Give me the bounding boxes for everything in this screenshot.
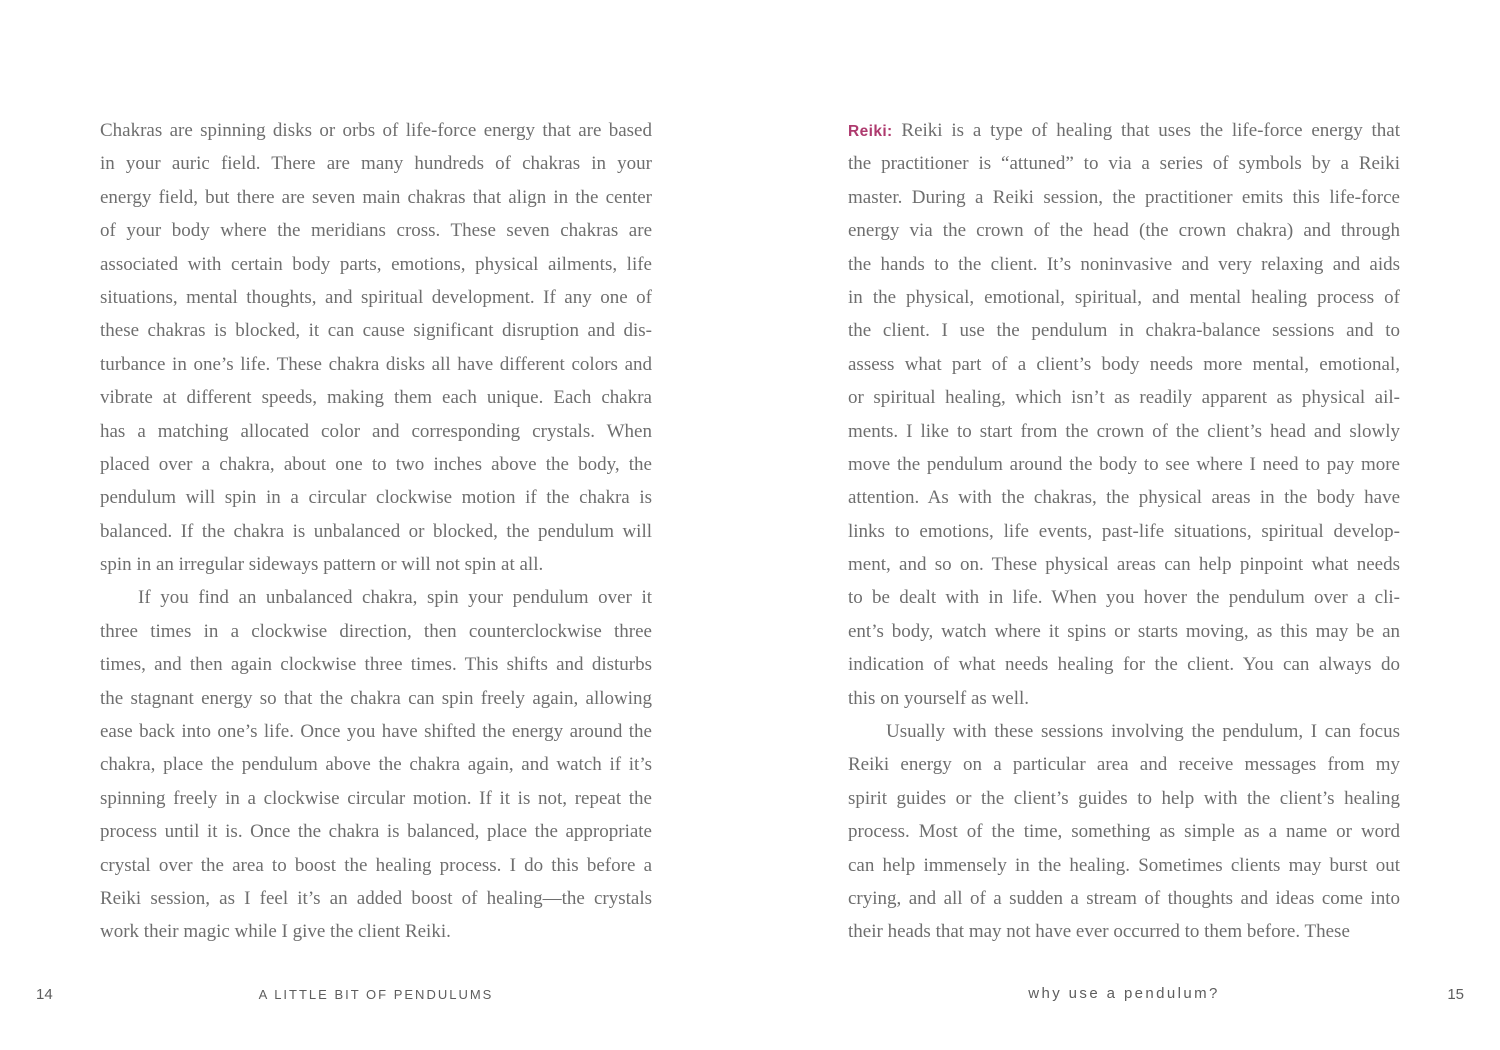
text-line: vibrate at different speeds, making them each unique. Each chakra (100, 387, 652, 409)
running-footer-book-title: A LITTLE BIT OF PENDULUMS (258, 987, 494, 1002)
text-line: or spiritual healing, which isn’t as readily apparent as physical ail- (848, 387, 1400, 409)
text-line: master. During a Reiki session, the practitioner emits this life-force (848, 186, 1400, 208)
text-line: move the pendulum around the body to see where I need to pay more (848, 453, 1400, 475)
text-line: chakra, place the pendulum above the chakra again, and watch if it’s (100, 754, 652, 776)
right-page-paragraph-1 (848, 114, 1400, 715)
text-line: associated with certain body parts, emotions, physical ailments, life (100, 253, 652, 275)
page-number-left: 14 (36, 986, 53, 1003)
text-line: process. Most of the time, something as simple as a name or word (848, 821, 1400, 843)
right-page-paragraph-2 (848, 715, 1400, 949)
text-line: links to emotions, life events, past-life situations, spiritual develop- (848, 520, 1400, 542)
text-line: Reiki: Reiki is a type of healing that uses the life-force energy that (848, 120, 1400, 141)
page-right-text-column (848, 114, 1400, 949)
text-line: in your auric field. There are many hundreds of chakras in your (100, 153, 652, 175)
text-line: If you find an unbalanced chakra, spin your pendulum over it (138, 587, 652, 609)
text-line: assess what part of a client’s body needs more mental, emotional, (848, 353, 1400, 375)
text-line: these chakras is blocked, it can cause significant disruption and dis- (100, 320, 652, 342)
term-label: Reiki: (848, 123, 893, 140)
text-line: Reiki session, as I feel it’s an added boost of healing—the crystals (100, 887, 652, 909)
text-line: times, and then again clockwise three times. This shifts and disturbs (100, 654, 652, 676)
text-line: balanced. If the chakra is unbalanced or blocked, the pendulum will (100, 520, 652, 542)
text-line: crying, and all of a sudden a stream of thoughts and ideas come into (848, 887, 1400, 909)
text-line: Chakras are spinning disks or orbs of life-force energy that are based (100, 120, 652, 141)
text-line: their heads that may not have ever occurred to them before. These (848, 921, 1350, 943)
text-line: ment, and so on. These physical areas can help pinpoint what needs (848, 554, 1400, 576)
text-line: in the physical, emotional, spiritual, and mental healing process of (848, 286, 1400, 308)
text-line: spirit guides or the client’s guides to help with the client’s healing (848, 787, 1400, 809)
text-line: can help immensely in the healing. Sometimes clients may burst out (848, 854, 1400, 876)
text-line: process until it is. Once the chakra is balanced, place the appropriate (100, 821, 652, 843)
text-line: turbance in one’s life. These chakra disks all have different colors and (100, 353, 652, 375)
text-line: situations, mental thoughts, and spiritual development. If any one of (100, 286, 652, 308)
text-line: energy via the crown of the head (the crown chakra) and through (848, 220, 1400, 242)
text-line: of your body where the meridians cross. These seven chakras are (100, 220, 652, 242)
text-line: the stagnant energy so that the chakra can spin freely again, allowing (100, 687, 652, 709)
text-line: has a matching allocated color and corresponding crystals. When (100, 420, 652, 442)
text-line: placed over a chakra, about one to two inches above the body, the (100, 453, 652, 475)
text-line: spinning freely in a clockwise circular motion. If it is not, repeat the (100, 787, 652, 809)
text-line: crystal over the area to boost the healing process. I do this before a (100, 854, 652, 876)
text-line: three times in a clockwise direction, then counterclockwise three (100, 620, 652, 642)
page-left-text-column (100, 114, 652, 949)
text-line: the hands to the client. It’s noninvasive and very relaxing and aids (848, 253, 1400, 275)
text-line: ments. I like to start from the crown of the client’s head and slowly (848, 420, 1400, 442)
running-footer-chapter-title: why use a pendulum? (1028, 985, 1220, 1002)
text-line: the practitioner is “attuned” to via a series of symbols by a Reiki (848, 153, 1400, 175)
text-line: work their magic while I give the client Reiki. (100, 921, 451, 943)
text-line: this on yourself as well. (848, 687, 1030, 709)
text-line: attention. As with the chakras, the physical areas in the body have (848, 487, 1400, 509)
text-line: to be dealt with in life. When you hover the pendulum over a cli- (848, 587, 1400, 609)
left-page-paragraph-1 (100, 114, 652, 581)
text-line: pendulum will spin in a circular clockwise motion if the chakra is (100, 487, 652, 509)
left-page-paragraph-2 (100, 581, 652, 948)
text-line: ease back into one’s life. Once you have shifted the energy around the (100, 721, 652, 743)
text-line: energy field, but there are seven main chakras that align in the center (100, 186, 652, 208)
text-line: spin in an irregular sideways pattern or will not spin at all. (100, 554, 544, 576)
text-line: the client. I use the pendulum in chakra-balance sessions and to (848, 320, 1400, 342)
text-line: Usually with these sessions involving the pendulum, I can focus (886, 721, 1400, 743)
text-line: indication of what needs healing for the client. You can always do (848, 654, 1400, 676)
text-line: Reiki energy on a particular area and receive messages from my (848, 754, 1400, 776)
text-line: ent’s body, watch where it spins or starts moving, as this may be an (848, 620, 1400, 642)
page-number-right: 15 (1447, 986, 1464, 1003)
